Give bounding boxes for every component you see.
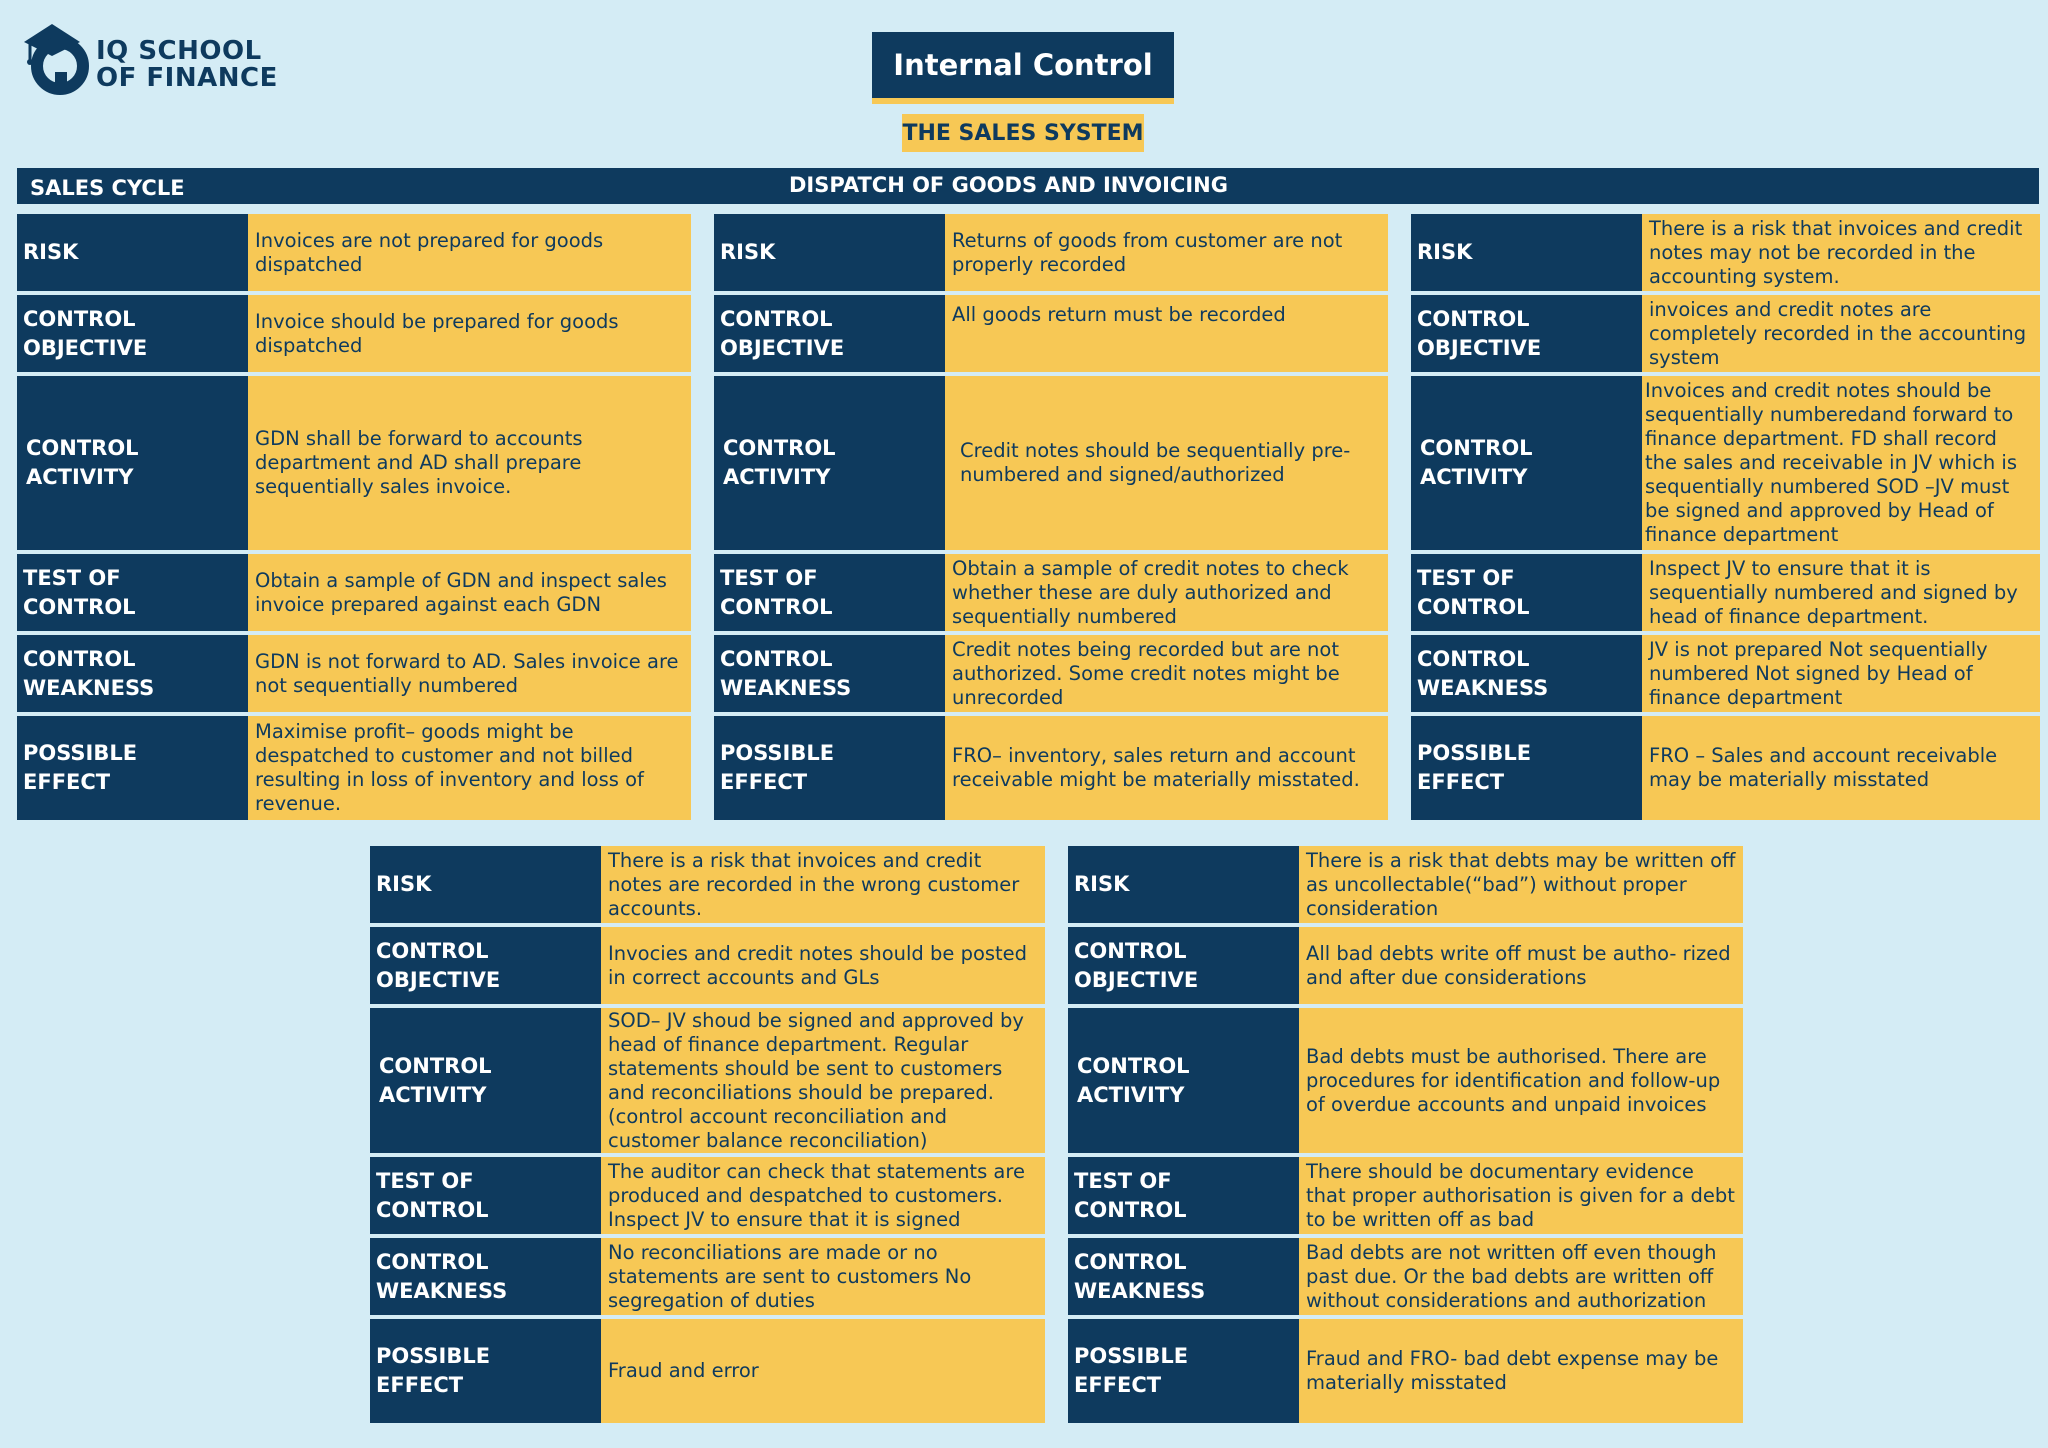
row-label-test: TEST OF CONTROL	[1068, 1157, 1299, 1234]
graduation-cap-icon	[22, 20, 102, 95]
band-left-label: SALES CYCLE	[30, 176, 185, 200]
objective-value: Invoice should be prepared for goods dispatched	[248, 295, 691, 372]
control-table-5	[1068, 846, 1743, 1423]
objective-value: invoices and credit notes are completely recorded in the accounting system	[1642, 295, 2040, 372]
objective-value: Invocies and credit notes should be posted in correct accounts and GLs	[601, 927, 1045, 1004]
activity-value: Invoices and credit notes should be sequentially numberedand forward to finance department. FD shall record the sales and receivable in JV which is sequentially numbered SOD –JV must be signed and approved by Head of finance department	[1642, 376, 2040, 550]
weakness-value: JV is not prepared Not sequentially numbered Not signed by Head of finance department	[1642, 635, 2040, 712]
row-label-risk: RISK	[714, 214, 945, 291]
row-label-risk: RISK	[1411, 214, 1642, 291]
row-label-test: TEST OF CONTROL	[17, 554, 248, 631]
activity-value: SOD– JV shoud be signed and approved by head of finance department. Regular statements should be sent to customers and reconciliations should be prepared. (control account reconciliation and customer balance reconciliation)	[601, 1008, 1045, 1153]
activity-value: GDN shall be forward to accounts department and AD shall prepare sequentially sales invoice.	[248, 376, 691, 550]
row-label-weakness: CONTROL WEAKNESS	[17, 635, 248, 712]
test-value: Inspect JV to ensure that it is sequentially numbered and signed by head of finance department.	[1642, 554, 2040, 631]
risk-value: Returns of goods from customer are not properly recorded	[945, 214, 1388, 291]
risk-value: Invoices are not prepared for goods dispatched	[248, 214, 691, 291]
weakness-value: Credit notes being recorded but are not authorized. Some credit notes might be unrecorded	[945, 635, 1388, 712]
logo	[22, 20, 278, 95]
row-label-objective: CONTROL OBJECTIVE	[370, 927, 601, 1004]
band-center-label: DISPATCH OF GOODS AND INVOICING	[789, 173, 1228, 197]
risk-value: There is a risk that invoices and credit notes are recorded in the wrong customer accounts.	[601, 846, 1045, 923]
risk-value: There is a risk that debts may be written off as uncollectable(“bad”) without proper consideration	[1299, 846, 1743, 923]
row-label-effect: POSSIBLE EFFECT	[17, 716, 248, 820]
control-table-1	[17, 214, 691, 820]
weakness-value: GDN is not forward to AD. Sales invoice are not sequentially numbered	[248, 635, 691, 712]
logo-line-2: OF FINANCE	[96, 63, 278, 93]
objective-value: All bad debts write off must be autho- rized and after due considerations	[1299, 927, 1743, 1004]
weakness-value: Bad debts are not written off even though past due. Or the bad debts are written off without considerations and authorization	[1299, 1238, 1743, 1315]
row-label-test: TEST OF CONTROL	[714, 554, 945, 631]
row-label-test: TEST OF CONTROL	[370, 1157, 601, 1234]
control-table-4	[370, 846, 1045, 1423]
row-label-activity: CONTROL ACTIVITY	[370, 1008, 601, 1153]
test-value: Obtain a sample of credit notes to check whether these are duly authorized and sequentially numbered	[945, 554, 1388, 631]
row-label-activity: CONTROL ACTIVITY	[1068, 1008, 1299, 1153]
row-label-activity: CONTROL ACTIVITY	[1411, 376, 1642, 550]
page-subtitle: THE SALES SYSTEM	[902, 114, 1144, 152]
effect-value: Fraud and FRO- bad debt expense may be materially misstated	[1299, 1319, 1743, 1423]
row-label-activity: CONTROL ACTIVITY	[17, 376, 248, 550]
effect-value: Fraud and error	[601, 1319, 1045, 1423]
row-label-activity: CONTROL ACTIVITY	[714, 376, 945, 550]
row-label-objective: CONTROL OBJECTIVE	[1068, 927, 1299, 1004]
control-table-3	[1411, 214, 2040, 820]
row-label-objective: CONTROL OBJECTIVE	[1411, 295, 1642, 372]
row-label-risk: RISK	[17, 214, 248, 291]
row-label-weakness: CONTROL WEAKNESS	[1411, 635, 1642, 712]
control-table-2	[714, 214, 1388, 820]
row-label-effect: POSSIBLE EFFECT	[1411, 716, 1642, 820]
row-label-weakness: CONTROL WEAKNESS	[714, 635, 945, 712]
header-band	[17, 168, 2039, 204]
row-label-effect: POSSIBLE EFFECT	[370, 1319, 601, 1423]
effect-value: FRO– inventory, sales return and account receivable might be materially misstated.	[945, 716, 1388, 820]
row-label-effect: POSSIBLE EFFECT	[1068, 1319, 1299, 1423]
row-label-weakness: CONTROL WEAKNESS	[1068, 1238, 1299, 1315]
risk-value: There is a risk that invoices and credit notes may not be recorded in the accounting system.	[1642, 214, 2040, 291]
activity-value: Credit notes should be sequentially pre-numbered and signed/authorized	[945, 376, 1388, 550]
row-label-objective: CONTROL OBJECTIVE	[714, 295, 945, 372]
row-label-objective: CONTROL OBJECTIVE	[17, 295, 248, 372]
row-label-test: TEST OF CONTROL	[1411, 554, 1642, 631]
row-label-effect: POSSIBLE EFFECT	[714, 716, 945, 820]
test-value: Obtain a sample of GDN and inspect sales invoice prepared against each GDN	[248, 554, 691, 631]
row-label-risk: RISK	[370, 846, 601, 923]
weakness-value: No reconciliations are made or no statements are sent to customers No segregation of duties	[601, 1238, 1045, 1315]
objective-value: All goods return must be recorded	[945, 295, 1388, 372]
row-label-weakness: CONTROL WEAKNESS	[370, 1238, 601, 1315]
page-title: Internal Control	[872, 32, 1174, 104]
effect-value: FRO – Sales and account receivable may be materially misstated	[1642, 716, 2040, 820]
effect-value: Maximise profit– goods might be despatched to customer and not billed resulting in loss of inventory and loss of revenue.	[248, 716, 691, 820]
test-value: There should be documentary evidence that proper authorisation is given for a debt to be written off as bad	[1299, 1157, 1743, 1234]
logo-line-1: IQ SCHOOL	[96, 36, 262, 66]
activity-value: Bad debts must be authorised. There are procedures for identification and follow-up of overdue accounts and unpaid invoices	[1299, 1008, 1743, 1153]
test-value: The auditor can check that statements are produced and despatched to customers. Inspect JV to ensure that it is signed	[601, 1157, 1045, 1234]
row-label-risk: RISK	[1068, 846, 1299, 923]
